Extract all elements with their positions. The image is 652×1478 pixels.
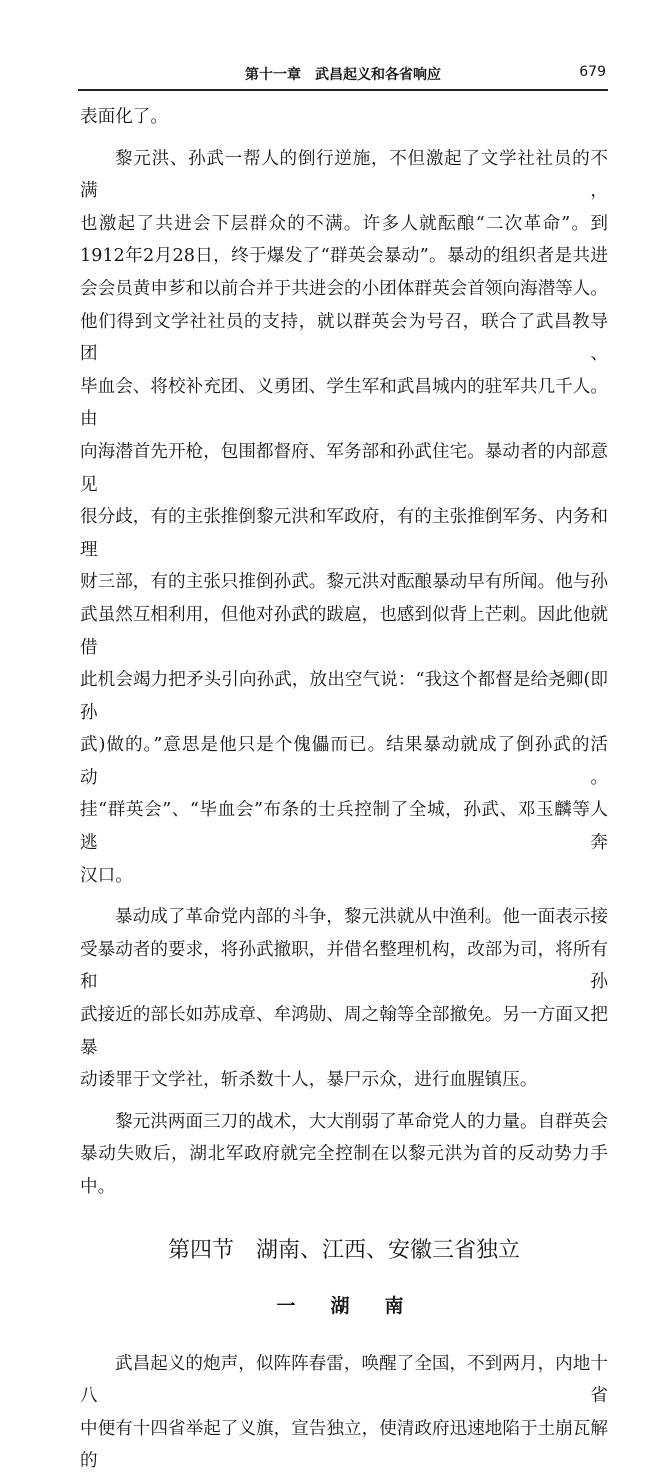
section-title: 第四节 湖南、江西、安徽三省独立	[167, 1237, 520, 1263]
paragraph-2-line-7: 向海潜首先开枪，包围都督府、军务部和孙武住宅。暴动者的内部意见	[80, 441, 608, 495]
chapter-title: 第十一章 武昌起义和各省响应	[245, 67, 441, 83]
paragraph-4-line-2: 暴动失败后，湖北军政府就完全控制在以黎元洪为首的反动势力手中。	[80, 1144, 608, 1197]
paragraph-2-line-6: 毕血会、将校补充团、义勇团、学生军和武昌城内的驻军共几千人。由	[80, 376, 608, 430]
paragraph-2-line-2: 也激起了共进会下层群众的不满。许多人就酝酿“二次革命”。到	[80, 213, 608, 234]
paragraph-4	[80, 1106, 608, 1204]
paragraph-5-line-2: 中便有十四省举起了义旗，宣告独立，使清政府迅速地陷于土崩瓦解的	[80, 1418, 608, 1472]
paragraph-3-line-1: 暴动成了革命党内部的斗争，黎元洪就从中渔利。他一面表示接	[115, 907, 608, 928]
header-rule	[78, 89, 608, 91]
paragraph-5-line-1: 武昌起义的炮声，似阵阵春雷，唤醒了全国，不到两月，内地十八省	[80, 1353, 608, 1407]
running-header	[80, 64, 606, 86]
subsection-title: 一 湖 南	[276, 1294, 412, 1317]
paragraph-2-line-14: 汉口。	[80, 865, 133, 886]
paragraph-2-line-4: 会会员黄申芗和以前合并于共进会的小团体群英会首领向海潜等人。	[80, 278, 608, 299]
paragraph-3-line-3: 武接近的部长如苏成章、牟鸿勋、周之翰等全部撤免。另一方面又把暴	[80, 1005, 608, 1058]
paragraph-2	[80, 143, 608, 893]
paragraph-3	[80, 901, 608, 1097]
paragraph-2-line-12: 武)做的。”意思是他只是个傀儡而已。结果暴动就成了倒孙武的活动。	[80, 735, 608, 788]
paragraph-2-line-5: 他们得到文学社社员的支持，就以群英会为号召，联合了武昌教导团、	[80, 311, 608, 365]
paragraph-2-line-11: 此机会竭力把矛头引向孙武，放出空气说：“我这个都督是给尧卿(即孙	[80, 670, 608, 723]
page-body	[80, 101, 608, 1478]
page-number: 679	[579, 64, 606, 80]
paragraph-3-line-4: 动诿罪于文学社，斩杀数十人，暴尸示众，进行血腥镇压。	[80, 1070, 538, 1091]
paragraph-2-line-3: 1912年2月28日，终于爆发了“群英会暴动”。暴动的组织者是共进	[80, 246, 608, 267]
paragraph-2-line-9: 财三部，有的主张只推倒孙武。黎元洪对酝酿暴动早有所闻。他与孙	[80, 572, 608, 593]
paragraph-2-line-13: 挂“群英会”、“毕血会”布条的士兵控制了全城，孙武、邓玉麟等人逃奔	[80, 800, 608, 854]
paragraph-2-line-10: 武虽然互相利用，但他对孙武的跋扈，也感到似背上芒刺。因此他就借	[80, 604, 608, 658]
paragraph-3-line-2: 受暴动者的要求，将孙武撤职，并借名整理机构，改部为司，将所有和孙	[80, 939, 608, 993]
paragraph-1-line-1: 表面化了。	[80, 107, 168, 127]
paragraph-5	[80, 1348, 608, 1478]
paragraph-2-line-8: 很分歧，有的主张推倒黎元洪和军政府，有的主张推倒军务、内务和理	[80, 507, 608, 560]
paragraph-2-line-1: 黎元洪、孙武一帮人的倒行逆施，不但激起了文学社社员的不满，	[80, 148, 608, 202]
paragraph-4-line-1: 黎元洪两面三刀的战术，大大削弱了革命党人的力量。自群英会	[115, 1111, 608, 1132]
